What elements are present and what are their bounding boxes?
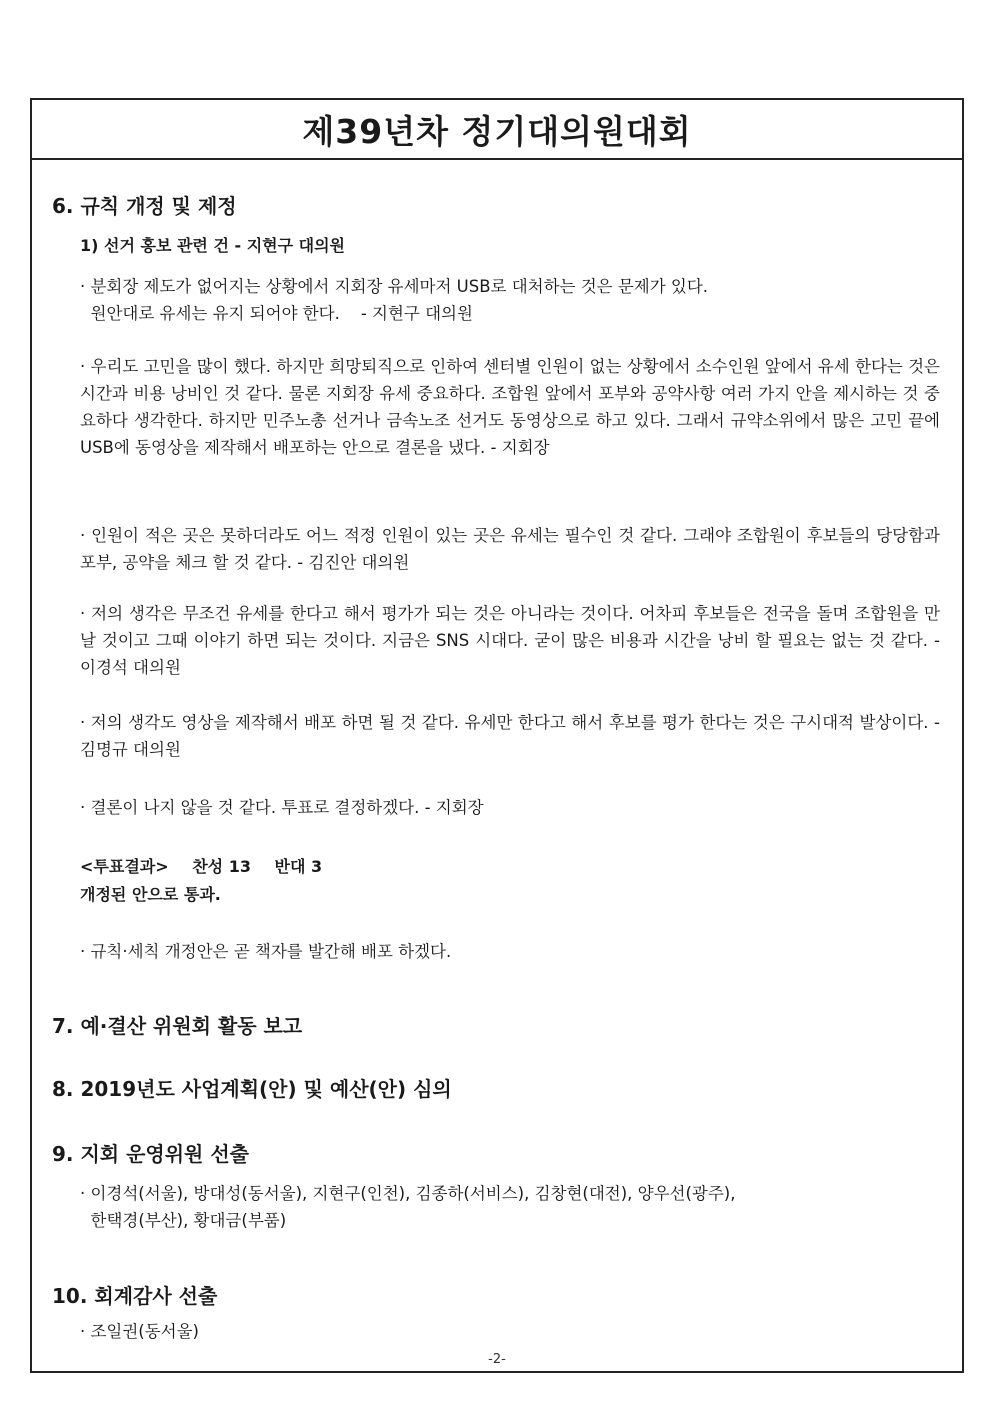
document-body — [32, 160, 962, 1371]
vote-for: 찬성 13 — [192, 857, 251, 876]
page-number: -2- — [488, 1352, 506, 1367]
vote-outcome: 개정된 안으로 통과. — [80, 885, 221, 904]
paragraph-2: · 우리도 고민을 많이 했다. 하지만 희망퇴직으로 인하여 센터별 인원이 없는 상황에서 소수인원 앞에서 유세 한다는 것은 시간과 비용 낭비인 것 같다. 물론 지회장 유세 중요하다. 조합원 앞에서 포부와 공약사항 여러 가지 안을 제시하는 것 중요하다 생각한다. 하지만 민주노총 선거나 금속노조 선거도 동영상으로 하고 있다. 그래서 규약소위에서 많은 고민 끝에 USB에 동영상을 제작해서 배포하는 안으로 결론을 냈다. - 지회장 — [80, 357, 940, 457]
section-6-subheading: 1) 선거 홍보 관련 건 - 지현구 대의원 — [80, 236, 346, 255]
section-7-heading: 7. 예·결산 위원회 활동 보고 — [52, 1014, 303, 1038]
paragraph-3: · 인원이 적은 곳은 못하더라도 어느 적정 인원이 있는 곳은 유세는 필수인 것 같다. 그래야 조합원이 후보들의 당당함과 포부, 공약을 체크 할 것 같다. - 김진안 대의원 — [80, 526, 940, 572]
section-9-heading: 9. 지회 운영위원 선출 — [52, 1142, 249, 1166]
committee-members: · 이경석(서울), 방대성(동서울), 지현구(인천), 김종하(서비스), 김창현(대전), 양우선(광주), 한택경(부산), 황대금(부품) — [80, 1184, 736, 1230]
auditor-name: · 조일권(동서울) — [80, 1322, 199, 1341]
vote-result-line — [80, 853, 340, 880]
closing-note: · 규칙·세칙 개정안은 곧 책자를 발간해 배포 하겠다. — [80, 942, 452, 961]
paragraph-4: · 저의 생각은 무조건 유세를 한다고 해서 평가가 되는 것은 아니라는 것이다. 어차피 후보들은 전국을 돌며 조합원을 만날 것이고 그때 이야기 하면 되는 것이다. 지금은 SNS 시대다. 굳이 많은 비용과 시간을 낭비 할 필요는 없는 것 같다. - 이경석 대의원 — [80, 604, 940, 677]
section-10-heading: 10. 회계감사 선출 — [52, 1284, 218, 1308]
paragraph-1: · 분회장 제도가 없어지는 상황에서 지회장 유세마저 USB로 대처하는 것은 문제가 있다. 원안대로 유세는 유지 되어야 한다. - 지현구 대의원 — [80, 277, 709, 323]
paragraph-6: · 결론이 나지 않을 것 같다. 투표로 결정하겠다. - 지회장 — [80, 798, 484, 817]
document-frame — [30, 98, 964, 1373]
document-title: 제39년차 정기대의원대회 — [302, 111, 692, 151]
paragraph-5: · 저의 생각도 영상을 제작해서 배포 하면 될 것 같다. 유세만 한다고 해서 후보를 평가 한다는 것은 구시대적 발상이다. - 김명규 대의원 — [80, 713, 940, 759]
section-6-heading: 6. 규칙 개정 및 제정 — [52, 194, 237, 218]
section-8-heading: 8. 2019년도 사업계획(안) 및 예산(안) 심의 — [52, 1077, 452, 1101]
vote-label: <투표결과> — [80, 857, 169, 876]
vote-against: 반대 3 — [274, 857, 323, 876]
title-bar — [32, 100, 962, 160]
